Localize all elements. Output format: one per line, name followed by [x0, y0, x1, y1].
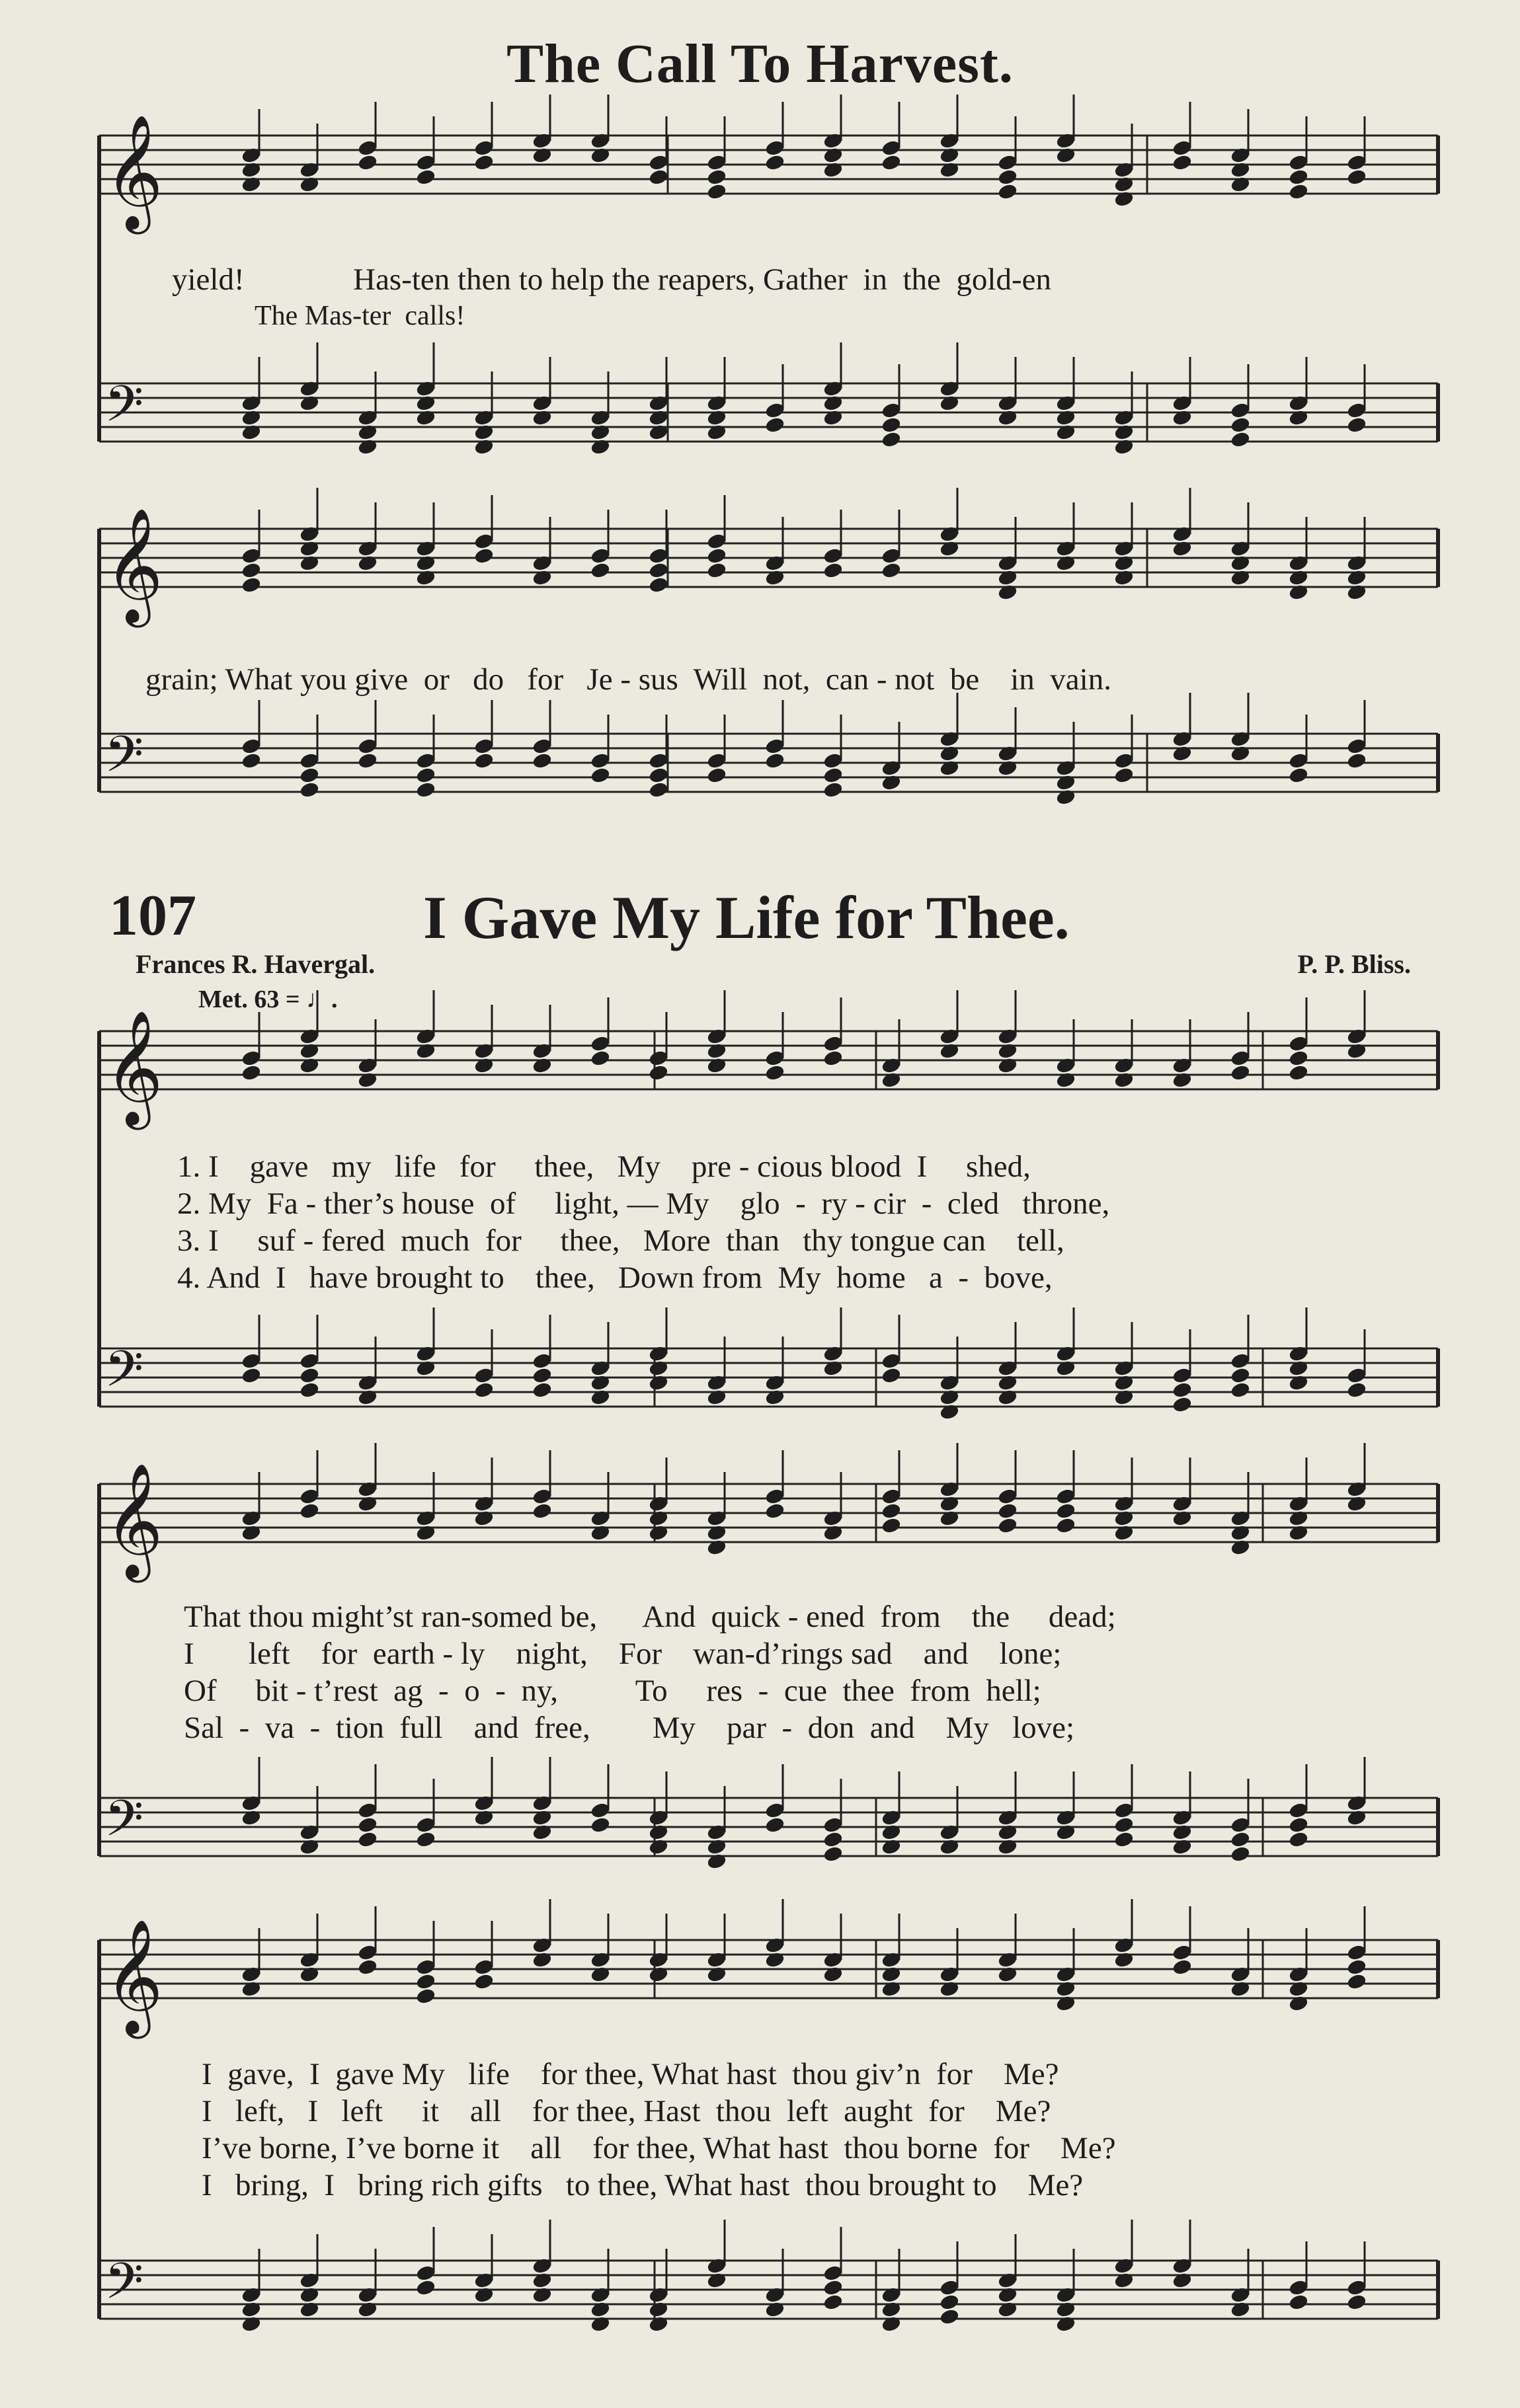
svg-text:𝄢: 𝄢 — [104, 375, 144, 446]
metronome-marking: Met. 63 = ♩. — [198, 986, 338, 1013]
verse-line: Of bit - t’rest ag - o - ny, To res - cue thee from hell; — [184, 1674, 1041, 1708]
svg-text:𝄢: 𝄢 — [104, 1789, 144, 1860]
hymn-title-i-gave-my-life: I Gave My Life for Thee. — [423, 884, 1070, 951]
verse-line: That thou might’st ran-somed be, And quick - ened from the dead; — [184, 1600, 1116, 1634]
composer-credit: P. P. Bliss. — [1297, 949, 1411, 979]
verse-line: 4. And I have brought to thee, Down from My home a - bove, — [177, 1261, 1053, 1295]
verse-line: 3. I suf - fered much for thee, More than thy tongue can tell, — [177, 1223, 1064, 1258]
svg-text:𝄢: 𝄢 — [104, 2252, 144, 2323]
svg-text:𝄞: 𝄞 — [104, 1919, 163, 2034]
svg-text:𝄢: 𝄢 — [104, 725, 144, 796]
verse-line: I left for earth - ly night, For wan-d’rings sad and lone; — [184, 1637, 1062, 1671]
verse-line: 2. My Fa - ther’s house of light, — My glo - ry - cir - cled throne, — [177, 1186, 1110, 1221]
svg-text:𝄞: 𝄞 — [104, 1010, 163, 1125]
hymn-number: 107 — [109, 884, 196, 948]
verse-line: I gave, I gave My life for thee, What hast thou giv’n for Me? — [202, 2057, 1059, 2091]
hymn1-lyrics-line1-alt: The Mas-ter calls! — [255, 301, 465, 331]
verse-line: I’ve borne, I’ve borne it all for thee, What hast thou borne for Me? — [202, 2131, 1116, 2165]
hymn-title-call-to-harvest: The Call To Harvest. — [506, 33, 1014, 95]
verse-line: Sal - va - tion full and free, My par - don and My love; — [184, 1711, 1075, 1745]
svg-text:𝄢: 𝄢 — [104, 1340, 144, 1411]
verse-line: I bring, I bring rich gifts to thee, What hast thou brought to Me? — [202, 2168, 1084, 2202]
svg-text:𝄞: 𝄞 — [104, 114, 163, 229]
svg-text:𝄞: 𝄞 — [104, 508, 163, 623]
hymn1-lyrics-line2: grain; What you give or do for Je - sus Will not, can - not be in vain. — [145, 662, 1111, 697]
hymn1-lyrics-line1: yield! Has-ten then to help the reapers, Gather in the gold-en — [172, 262, 1051, 297]
verse-line: I left, I left it all for thee, Hast thou left aught for Me? — [202, 2094, 1051, 2128]
verse-line: 1. I gave my life for thee, My pre - cious blood I shed, — [177, 1149, 1031, 1184]
author-credit: Frances R. Havergal. — [136, 949, 376, 979]
svg-text:𝄞: 𝄞 — [104, 1463, 163, 1578]
